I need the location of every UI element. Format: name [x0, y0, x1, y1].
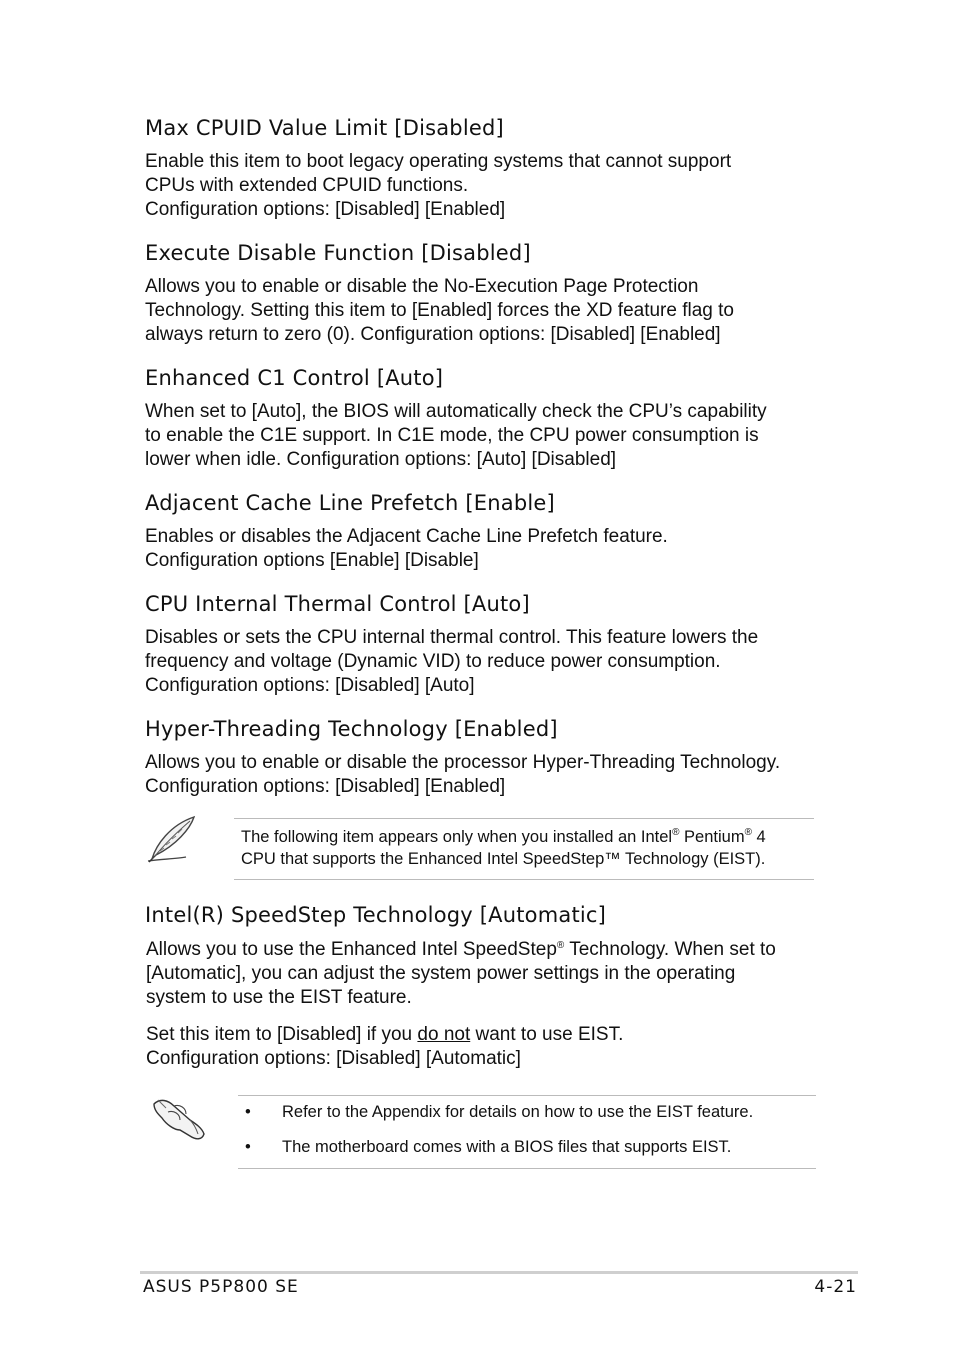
- body-line: system to use the EIST feature.: [146, 987, 412, 1009]
- body-line: [146, 938, 826, 962]
- pencil-note-icon: [146, 815, 198, 863]
- section-body-speedstep: [146, 938, 826, 1011]
- body-line: Configuration options: [Disabled] [Auto]: [145, 675, 475, 697]
- body-line: Allows you to enable or disable the processor Hyper-Threading Technology.: [145, 752, 781, 773]
- section-body-hyper-threading: [145, 751, 825, 799]
- note-line-1: [241, 826, 766, 848]
- body-line: to enable the C1E support. In C1E mode, the CPU power consumption is: [145, 425, 759, 447]
- hand-pointer-icon: [150, 1094, 208, 1142]
- body-line: Technology. Setting this item to [Enabled] forces the XD feature flag to: [145, 300, 734, 322]
- registered-mark: ®: [556, 940, 565, 951]
- tip-text: The motherboard comes with a BIOS files that supports EIST.: [282, 1138, 732, 1156]
- footer-page-number: 4-21: [814, 1277, 857, 1297]
- body-line: Configuration options: [Disabled] [Enabled]: [145, 776, 506, 798]
- note-line-1-middle: Pentium: [679, 828, 745, 846]
- section-heading-speedstep: Intel(R) SpeedStep Technology [Automatic]: [145, 903, 607, 927]
- body-line: Configuration options: [Disabled] [Automatic]: [146, 1048, 521, 1070]
- body-text: want to use EIST.: [470, 1024, 624, 1045]
- tip-text: Refer to the Appendix for details on how to use the EIST feature.: [282, 1103, 754, 1121]
- footer-divider: [140, 1271, 858, 1274]
- body-line: [146, 1023, 826, 1047]
- note-line-2: CPU that supports the Enhanced Intel SpeedStep™ Technology (EIST).: [241, 850, 766, 868]
- body-line: Configuration options [Enable] [Disable]: [145, 550, 479, 572]
- underlined-text: do not: [417, 1024, 471, 1045]
- body-line: [Automatic], you can adjust the system power settings in the operating: [146, 963, 736, 985]
- note-text: [241, 826, 766, 870]
- body-line: frequency and voltage (Dynamic VID) to reduce power consumption.: [145, 651, 721, 673]
- body-text: Set this item to [Disabled] if you: [146, 1024, 418, 1045]
- body-text: Technology. When set to: [564, 939, 776, 960]
- section-body-adjacent-cache: [145, 525, 825, 573]
- registered-mark: ®: [672, 827, 680, 838]
- body-line: Configuration options: [Disabled] [Enabled]: [145, 199, 506, 221]
- body-line: When set to [Auto], the BIOS will automatically check the CPU’s capability: [145, 401, 767, 422]
- footer-product-name: ASUS P5P800 SE: [143, 1277, 299, 1297]
- section-heading-execute-disable: Execute Disable Function [Disabled]: [145, 241, 531, 265]
- bullet-dot: •: [245, 1138, 251, 1156]
- body-line: Disables or sets the CPU internal thermal control. This feature lowers the: [145, 627, 759, 648]
- registered-mark: ®: [744, 827, 752, 838]
- section-heading-hyper-threading: Hyper-Threading Technology [Enabled]: [145, 717, 558, 741]
- section-body-max-cpuid: [145, 150, 825, 223]
- body-line: CPUs with extended CPUID functions.: [145, 175, 469, 197]
- note-line-1-end: 4: [751, 828, 766, 846]
- section-body-enhanced-c1: [145, 400, 825, 473]
- body-line: lower when idle. Configuration options: [Auto] [Disabled]: [145, 449, 617, 471]
- section-heading-adjacent-cache: Adjacent Cache Line Prefetch [Enable]: [145, 491, 555, 515]
- section-heading-enhanced-c1: Enhanced C1 Control [Auto]: [145, 366, 444, 390]
- body-line: Allows you to enable or disable the No-Execution Page Protection: [145, 276, 699, 297]
- body-text: Allows you to use the Enhanced Intel SpeedStep: [146, 939, 557, 960]
- body-line: always return to zero (0). Configuration options: [Disabled] [Enabled]: [145, 324, 721, 346]
- section-body-execute-disable: [145, 275, 825, 348]
- section-heading-thermal-control: CPU Internal Thermal Control [Auto]: [145, 592, 530, 616]
- note-line-1-start: The following item appears only when you installed an Intel: [241, 828, 673, 846]
- body-line: Enable this item to boot legacy operating systems that cannot support: [145, 151, 732, 172]
- section-body-speedstep-options: [146, 1023, 826, 1071]
- bullet-dot: •: [245, 1103, 251, 1121]
- body-line: Enables or disables the Adjacent Cache Line Prefetch feature.: [145, 526, 668, 547]
- section-heading-max-cpuid: Max CPUID Value Limit [Disabled]: [145, 116, 504, 140]
- section-body-thermal-control: [145, 626, 825, 699]
